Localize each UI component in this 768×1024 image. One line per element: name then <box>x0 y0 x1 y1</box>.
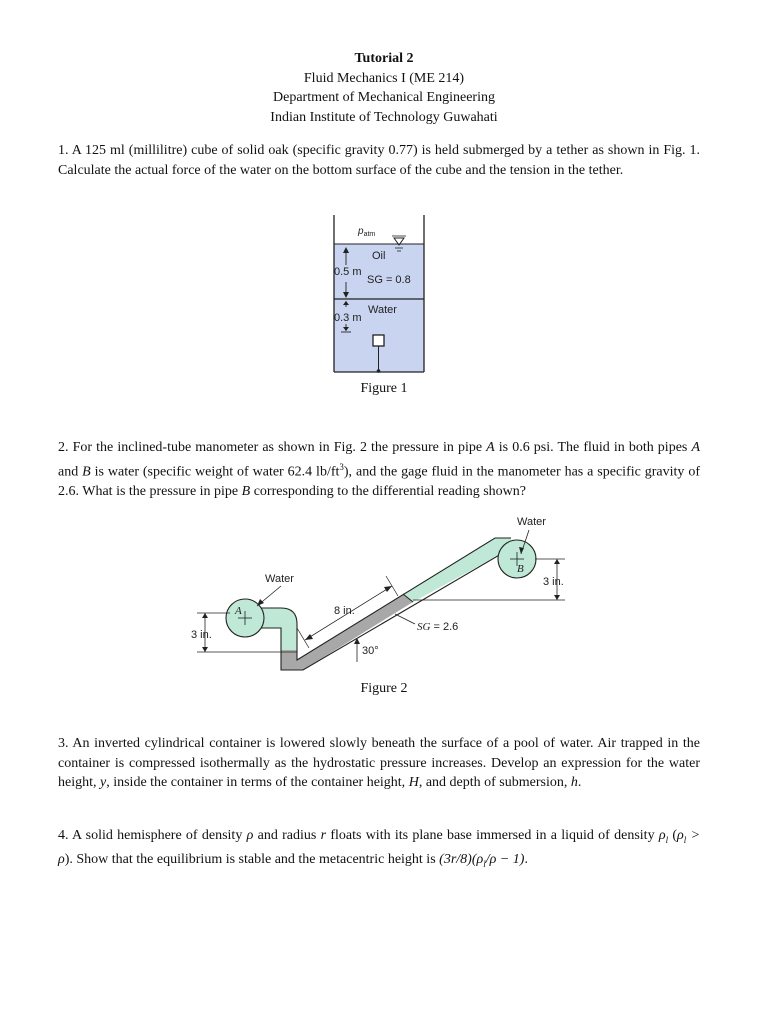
department-name: Department of Mechanical Engineering <box>273 90 495 105</box>
math-expression: (3r/8)(ρ <box>439 852 484 868</box>
question-text: and radius <box>253 828 321 843</box>
math-expression: /ρ − 1) <box>485 852 525 868</box>
figure-1-caption: Figure 1 <box>360 381 408 396</box>
math-symbol: A <box>486 440 495 455</box>
question-text: For the inclined-tube manometer as shown in Fig. 2 the pressure in pipe <box>72 440 487 455</box>
question-number: 3. <box>58 736 69 751</box>
gage-sg-value: = 2.6 <box>430 621 459 633</box>
math-symbol: ρ <box>677 828 684 843</box>
math-symbol: B <box>82 464 91 480</box>
question-text: ), and the gage fluid in the manometer has a specific gravity of 2.6. What is the pressure in pipe <box>58 464 700 499</box>
oak-cube <box>373 335 384 346</box>
water-depth-label: 0.3 m <box>334 312 362 324</box>
question-number: 1. <box>58 143 69 158</box>
angle-label: 30° <box>362 645 379 657</box>
oil-sg-label: SG = 0.8 <box>367 274 411 286</box>
math-symbol: h <box>570 775 578 790</box>
math-symbol: > ρ <box>58 828 701 868</box>
subscript: l <box>483 859 486 870</box>
question-text: A solid hemisphere of density <box>72 828 247 843</box>
question-2 <box>58 438 700 501</box>
question-number: 2. <box>58 440 69 455</box>
oil-depth-label: 0.5 m <box>334 266 362 278</box>
question-text: corresponding to the differential reading shown? <box>250 483 526 499</box>
question-text: , and depth of submersion, <box>418 775 571 790</box>
document-header <box>0 49 768 127</box>
course-name: Fluid Mechanics I (ME 214) <box>303 70 465 86</box>
superscript: 3 <box>339 461 344 472</box>
figure-1-diagram <box>326 215 434 380</box>
oil-label: Oil <box>372 250 386 262</box>
subscript: l <box>665 834 669 845</box>
question-text: . <box>524 852 528 868</box>
question-4 <box>58 826 700 875</box>
question-text: and <box>58 464 83 480</box>
question-text: is water (specific weight of water 62.4 lb/ft <box>90 464 340 480</box>
math-symbol: ρ <box>658 828 666 843</box>
question-text: An inverted cylindrical container is lowered slowly beneath the surface of a pool of water. Air trapped in the container is compressed isothermally as the hydrostatic pressure increases. Develop an expression for the water height, <box>58 736 700 790</box>
figure-2-diagram <box>185 510 595 680</box>
question-text: , inside the container in terms of the container height, <box>106 775 409 790</box>
angle-marker <box>354 638 360 662</box>
question-1 <box>58 141 700 180</box>
water-label: Water <box>368 304 397 316</box>
pipe-b-label: B <box>517 563 524 575</box>
question-number: 4. <box>58 828 69 843</box>
p-atm-label: $p_{atm}$ <box>358 226 376 238</box>
math-symbol: B <box>241 483 251 499</box>
question-3 <box>58 734 700 793</box>
inclined-tube-water <box>403 538 511 602</box>
math-symbol: ρ <box>246 828 254 843</box>
water-label-right: Water <box>517 516 546 528</box>
question-text: ). Show that the equilibrium is stable and the metacentric height is <box>64 852 440 868</box>
gage-sg-label: SG = 2.6 <box>417 621 459 633</box>
pipe-a-label: A <box>235 605 242 617</box>
math-symbol: H <box>408 775 419 790</box>
water-label-left: Water <box>265 573 294 585</box>
question-text: . <box>577 775 582 790</box>
math-symbol: r <box>320 828 327 843</box>
question-text: floats with its plane base immersed in a liquid of density <box>326 828 659 843</box>
question-text: ( <box>672 828 678 843</box>
tutorial-title: Tutorial 2 <box>354 51 414 66</box>
dim-b-label: 3 in. <box>543 576 564 588</box>
math-symbol: y <box>100 775 107 790</box>
dim-tube-label: 8 in. <box>334 605 355 617</box>
subscript: l <box>683 834 687 845</box>
dim-a-label: 3 in. <box>191 629 212 641</box>
math-symbol: A <box>691 440 701 455</box>
institute-name: Indian Institute of Technology Guwahati <box>270 109 498 125</box>
question-text: A 125 ml (millilitre) cube of solid oak (specific gravity 0.77) is held submerged by a tether as shown in Fig. 1. Calculate the actual force of the water on the bottom surface of the cube and the tension in the tether. <box>58 143 700 178</box>
figure-2-caption: Figure 2 <box>360 681 408 696</box>
question-text: is 0.6 psi. The fluid in both pipes <box>494 440 692 455</box>
